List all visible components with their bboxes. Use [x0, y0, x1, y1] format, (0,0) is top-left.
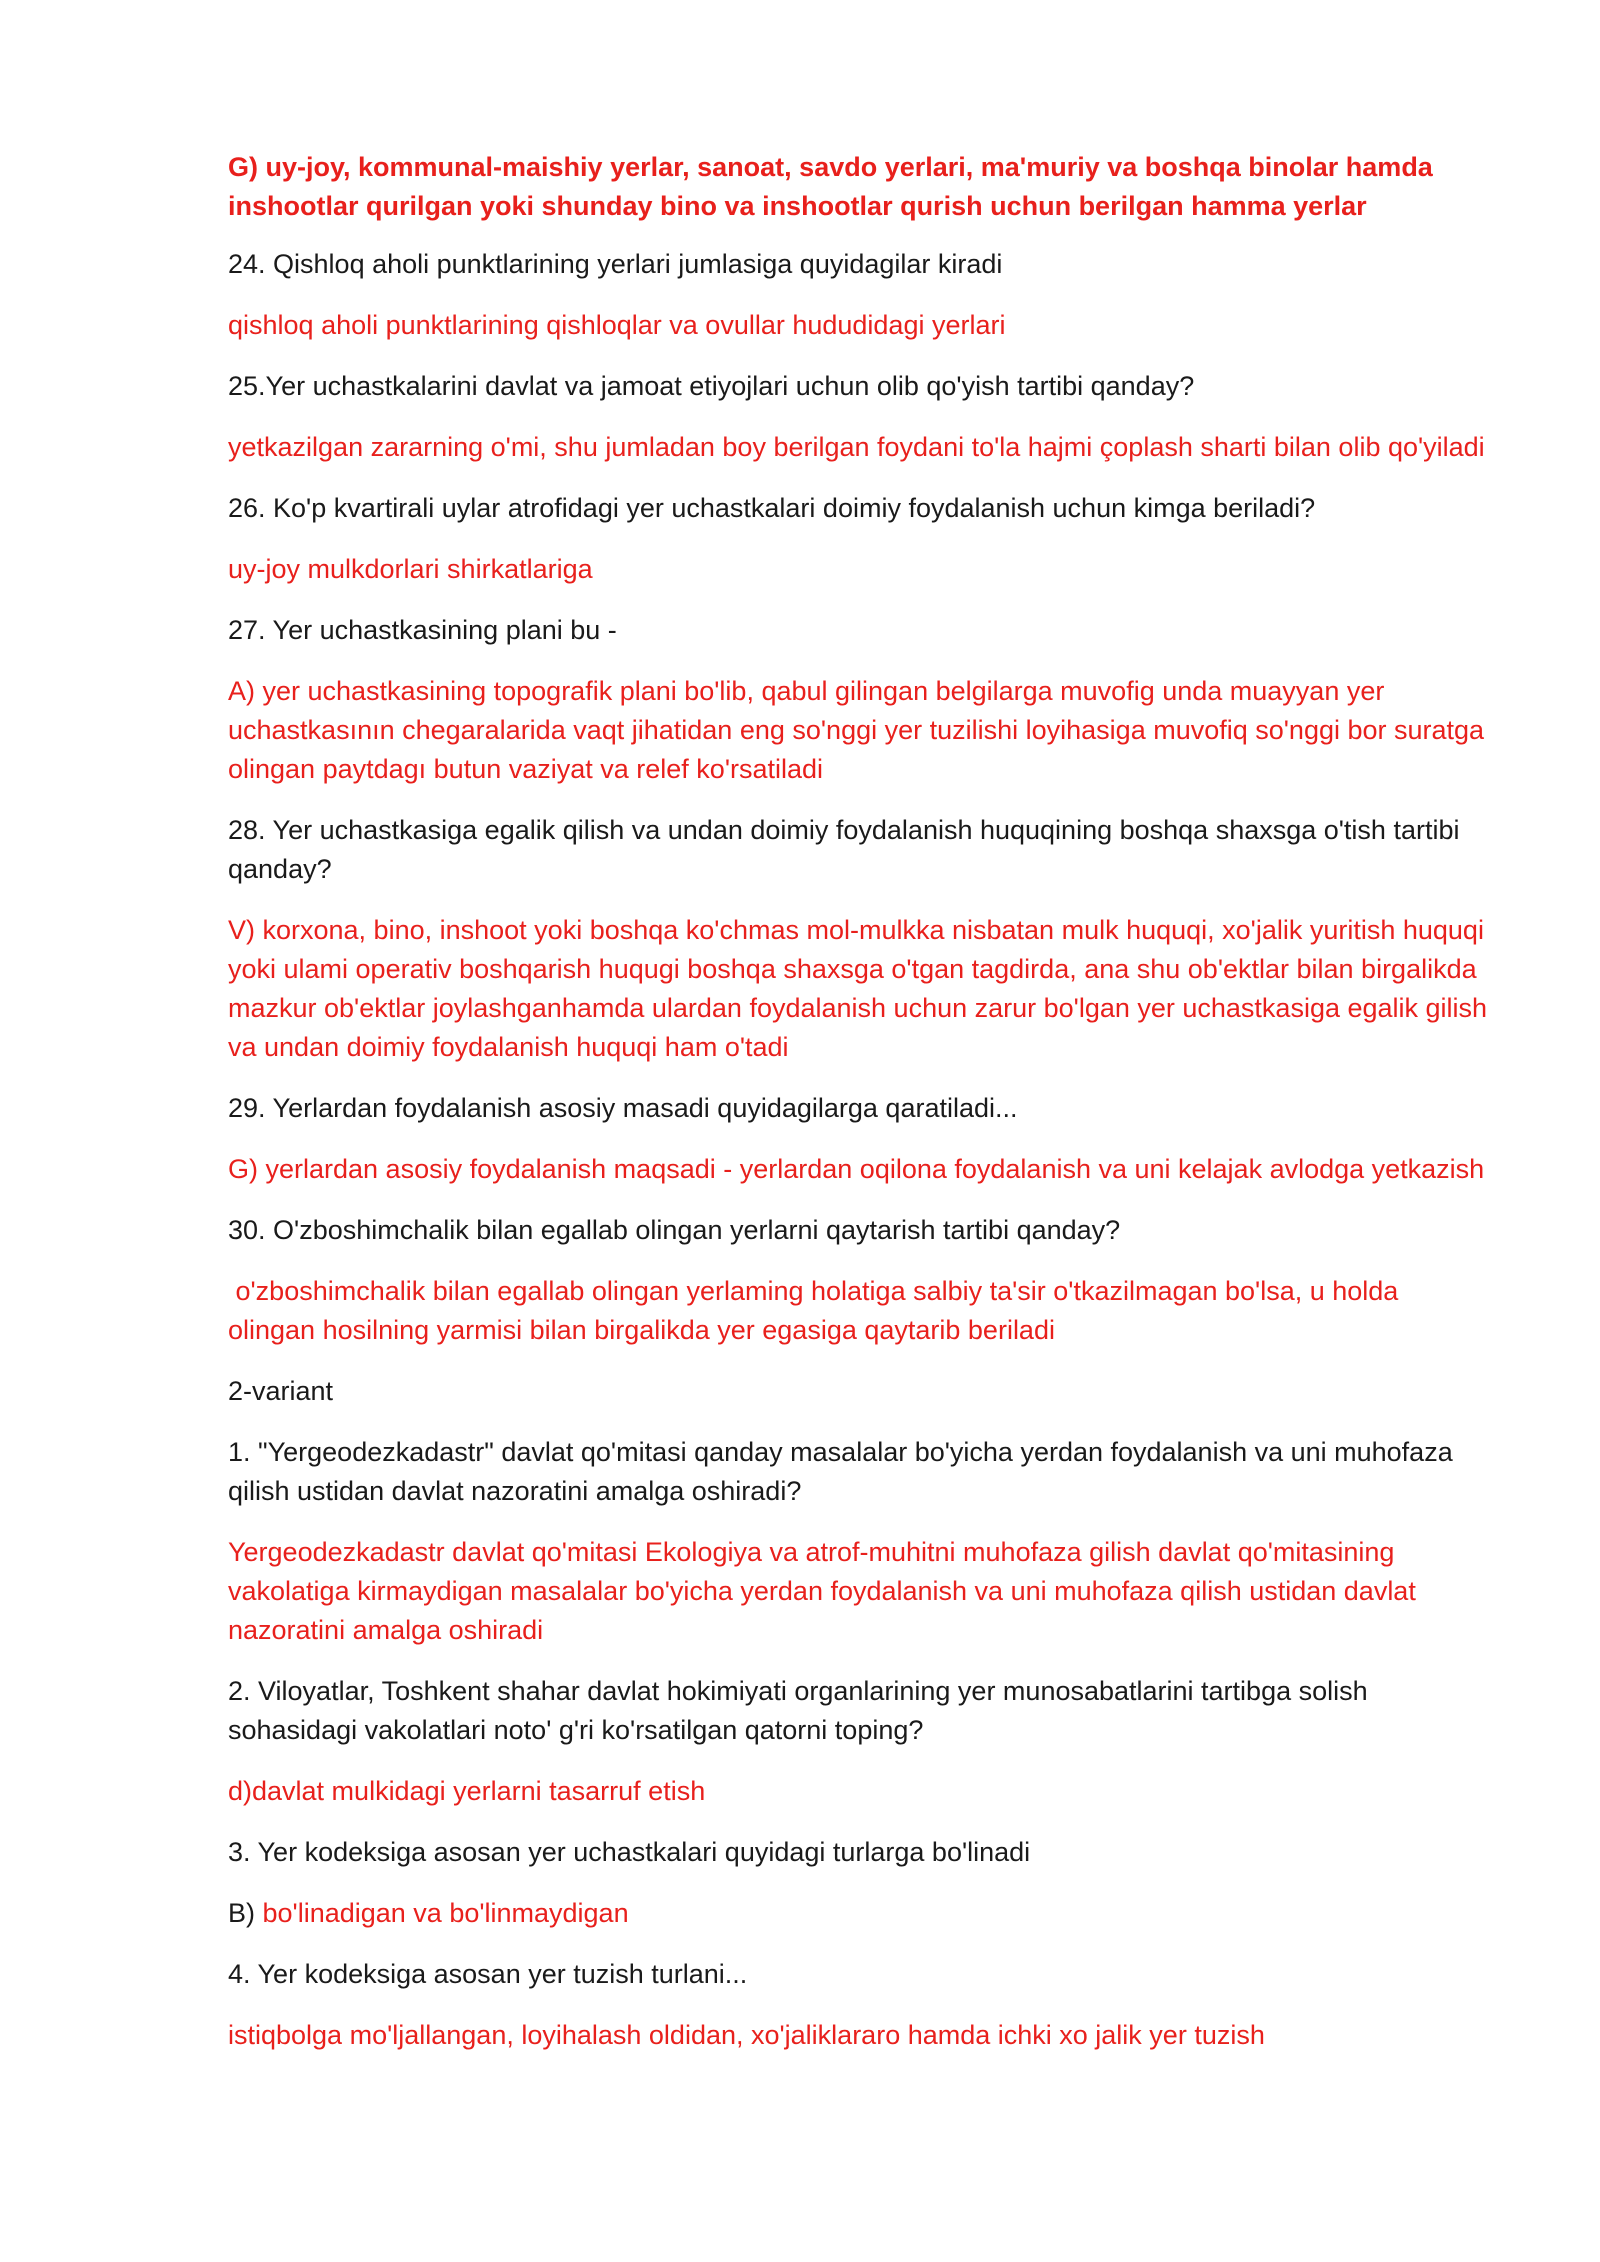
- question-paragraph: 4. Yer kodeksiga asosan yer tuzish turlani...: [228, 1959, 748, 1989]
- answer-paragraph-mixed: [228, 1894, 1488, 1933]
- question-paragraph: 3. Yer kodeksiga asosan yer uchastkalari quyidagi turlarga bo'linadi: [228, 1837, 1031, 1867]
- answer-paragraph: o'zboshimchalik bilan egallab olingan yerlaming holatiga salbiy ta'sir o'tkazilmagan bo'lsa, u holda olingan hosilning yarmisi bilan birgalikda yer egasiga qaytarib beriladi: [228, 1276, 1406, 1345]
- answer-paragraph: istiqbolga mo'ljallangan, loyihalash oldidan, xo'jaliklararo hamda ichki xo jalik yer tuzish: [228, 2020, 1265, 2050]
- question-paragraph: 24. Qishloq aholi punktlarining yerlari jumlasiga quyidagilar kiradi: [228, 249, 1003, 279]
- answer-paragraph: V) korxona, bino, inshoot yoki boshqa ko'chmas mol-mulkka nisbatan mulk huquqi, xo'jalik yuritish huquqi yoki ulami operativ boshqarish huqugi boshqa shaxsga o'tgan tagdirda, ana shu ob'ektlar bilan birgalikda mazkur ob'ektlar joylashganhamda ulardan foydalanish uchun zarur bo'lgan yer uchastkasiga egalik gilish va undan doimiy foydalanish huquqi ham o'tadi: [228, 915, 1488, 1062]
- answer-paragraph: uy-joy mulkdorlari shirkatlariga: [228, 554, 593, 584]
- answer-paragraph: Yergeodezkadastr davlat qo'mitasi Ekologiya va atrof-muhitni muhofaza gilish davlat qo'mitasining vakolatiga kirmaydigan masalalar bo'yicha yerdan foydalanish va uni muhofaza qilish ustidan davlat nazoratini amalga oshiradi: [228, 1537, 1416, 1645]
- answer-paragraph: G) uy-joy, kommunal-maishiy yerlar, sanoat, savdo yerlari, ma'muriy va boshqa binolar hamda inshootlar qurilgan yoki shunday bino va inshootlar qurish uchun berilgan hamma yerlar: [228, 152, 1433, 221]
- document-page: [228, 148, 1488, 2077]
- answer-paragraph: qishloq aholi punktlarining qishloqlar va ovullar hududidagi yerlari: [228, 310, 1006, 340]
- question-paragraph: 30. O'zboshimchalik bilan egallab olingan yerlarni qaytarish tartibi qanday?: [228, 1215, 1121, 1245]
- answer-paragraph: yetkazilgan zararning o'mi, shu jumladan boy berilgan foydani to'la hajmi çoplash sharti bilan olib qo'yiladi: [228, 432, 1485, 462]
- question-paragraph: 27. Yer uchastkasining plani bu -: [228, 615, 617, 645]
- question-paragraph: 28. Yer uchastkasiga egalik qilish va undan doimiy foydalanish huquqining boshqa shaxsga o'tish tartibi qanday?: [228, 815, 1460, 884]
- answer-paragraph: A) yer uchastkasining topografik plani bo'lib, qabul gilingan belgilarga muvofig unda muayyan yer uchastkasının chegaralarida vaqt jihatidan eng so'nggi yer tuzilishi loyihasiga muvofiq so'nggi bor suratga olingan paytdagı butun vaziyat va relef ko'rsatiladi: [228, 676, 1485, 784]
- answer-option-letter: B): [228, 1898, 263, 1928]
- question-paragraph: 25.Yer uchastkalarini davlat va jamoat etiyojlari uchun olib qo'yish tartibi qanday?: [228, 371, 1195, 401]
- question-paragraph: 1. "Yergeodezkadastr" davlat qo'mitasi qanday masalalar bo'yicha yerdan foydalanish va uni muhofaza qilish ustidan davlat nazoratini amalga oshiradi?: [228, 1437, 1453, 1506]
- question-paragraph: 2. Viloyatlar, Toshkent shahar davlat hokimiyati organlarining yer munosabatlarini tartibga solish sohasidagi vakolatlari noto' g'ri ko'rsatilgan qatorni toping?: [228, 1676, 1368, 1745]
- answer-inline-text: bo'linadigan va bo'linmaydigan: [262, 1898, 629, 1928]
- answer-paragraph: G) yerlardan asosiy foydalanish maqsadi - yerlardan oqilona foydalanish va uni kelajak avlodga yetkazish: [228, 1154, 1485, 1184]
- question-paragraph: 29. Yerlardan foydalanish asosiy masadi quyidagilarga qaratiladi...: [228, 1093, 1018, 1123]
- answer-paragraph: d)davlat mulkidagi yerlarni tasarruf etish: [228, 1776, 706, 1806]
- section-heading-variant: 2-variant: [228, 1376, 334, 1406]
- question-paragraph: 26. Ko'p kvartirali uylar atrofidagi yer uchastkalari doimiy foydalanish uchun kimga beriladi?: [228, 493, 1316, 523]
